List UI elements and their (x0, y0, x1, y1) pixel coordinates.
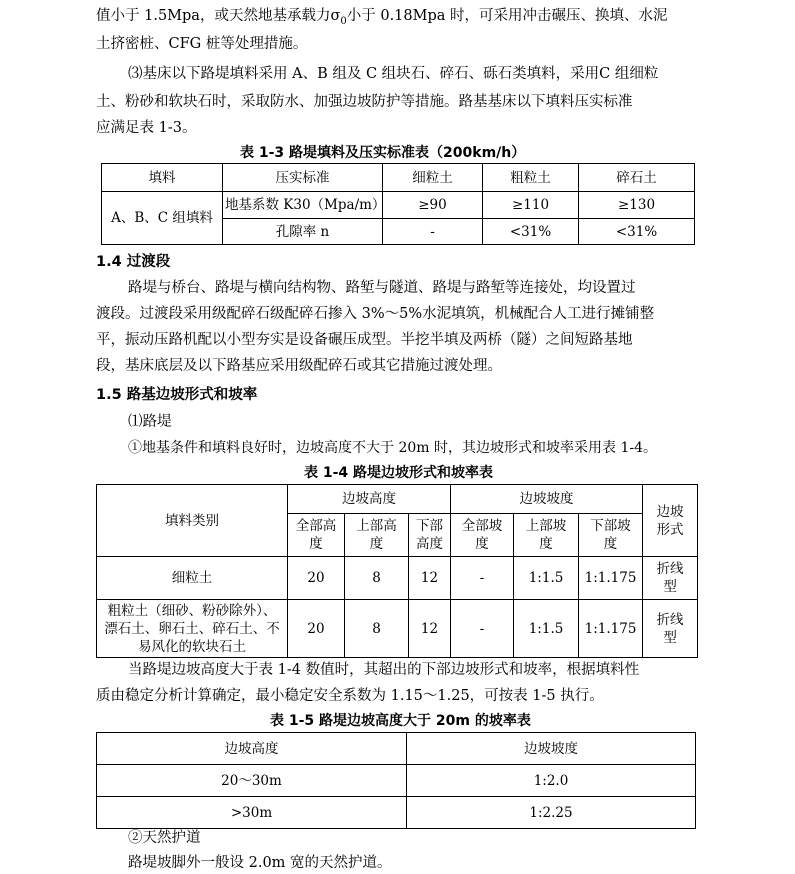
table-cell: 12 (409, 557, 451, 600)
paragraph-line: ⑴路堤 (128, 414, 172, 430)
table-cell: 1:2.0 (407, 765, 696, 797)
cell-line: 高度 (416, 536, 444, 552)
cell-line: 全部高 (295, 518, 337, 534)
subheader-cell (409, 514, 451, 557)
table-header-row (97, 733, 696, 765)
table-cell: 20 (288, 600, 345, 658)
cell-line: 度 (603, 536, 618, 552)
table-cell: <31% (579, 219, 695, 245)
table-cell: 1:1.5 (514, 557, 579, 600)
paragraph-line: ②天然护道 (128, 830, 201, 846)
paragraph-line: 路堤坡脚外一般设 2.0m 宽的天然护道。 (128, 855, 392, 871)
table-cell: 地基系数 K30（Mpa/m） (223, 192, 383, 219)
cell-line: 折线 (656, 561, 684, 577)
subheader-cell (451, 514, 514, 557)
header-cell: 碎石土 (579, 164, 695, 192)
table-row (102, 192, 695, 219)
paragraph-line: 土挤密桩、CFG 桩等处理措施。 (96, 36, 308, 52)
table-cell: ≥130 (579, 192, 695, 219)
slope-ratio-table (96, 732, 696, 829)
table-cell (643, 600, 698, 658)
table-header-row (102, 164, 695, 192)
header-cell: 填料类别 (97, 485, 288, 557)
table-cell: 8 (345, 557, 409, 600)
cell-line: 易风化的软块石土 (138, 638, 246, 655)
paragraph-line: ①地基条件和填料良好时，边坡高度不大于 20m 时，其边坡形式和坡率采用表 1-4。 (128, 440, 657, 456)
subheader-cell (579, 514, 643, 557)
paragraph-line: 渡段。过渡段采用级配碎石级配碎石掺入 3%～5%水泥填筑，机械配合人工进行摊铺整 (96, 306, 655, 322)
header-cell: 边坡坡度 (451, 485, 643, 514)
table-cell: ≥110 (483, 192, 579, 219)
table-caption: 表 1-5 路堤边坡高度大于 20m 的坡率表 (270, 713, 531, 729)
cell-line: 度 (309, 536, 323, 552)
cell-line: 型 (663, 579, 677, 595)
header-cell (643, 485, 698, 557)
table-cell: ≥90 (383, 192, 483, 219)
table-cell: 1:2.25 (407, 797, 696, 829)
table-cell: 1:1.175 (579, 600, 643, 658)
cell-line: 边坡 (656, 503, 684, 520)
cell-line: 全部坡 (461, 518, 503, 534)
table-cell: 1:1.175 (579, 557, 643, 600)
header-cell: 填料 (102, 164, 223, 192)
table-cell: 8 (345, 600, 409, 658)
table-row (97, 765, 696, 797)
cell-line: 型 (663, 629, 677, 646)
paragraph-line: 当路堤边坡高度大于表 1-4 数值时，其超出的下部边坡形式和坡率，根据填料性 (128, 662, 640, 678)
paragraph-line: 段，基床底层及以下路基应采用级配碎石或其它措施过渡处理。 (96, 358, 502, 374)
table-cell: 孔隙率 n (223, 219, 383, 245)
header-cell: 压实标准 (223, 164, 383, 192)
header-cell: 边坡坡度 (407, 733, 696, 765)
header-cell: 细粒土 (383, 164, 483, 192)
section-heading: 1.4 过渡段 (96, 254, 171, 270)
section-heading: 1.5 路基边坡形式和坡率 (96, 387, 258, 403)
slope-form-table (96, 484, 698, 658)
cell-line: 上部高 (356, 518, 397, 534)
cell-line: 度 (369, 536, 384, 552)
cell-line: 下部 (416, 518, 444, 534)
compaction-standard-table (101, 163, 695, 245)
table-cell: - (451, 557, 514, 600)
table-cell: 12 (409, 600, 451, 658)
table-row (97, 557, 698, 600)
table-cell: 细粒土 (97, 557, 288, 600)
table-cell: 20 (288, 557, 345, 600)
table-cell: <31% (483, 219, 579, 245)
table-cell (97, 600, 288, 658)
table-cell: 20～30m (97, 765, 407, 797)
paragraph-line: 路堤与桥台、路堤与横向结构物、路堑与隧道、路堤与路堑等连接处，均设置过 (128, 280, 636, 296)
subheader-cell (514, 514, 579, 557)
cell-line: 上部坡 (525, 518, 567, 534)
paragraph-line: 应满足表 1-3。 (96, 120, 197, 136)
header-cell: 边坡高度 (97, 733, 407, 765)
cell-line: 漂石土、卵石土、碎石土、不 (104, 620, 280, 637)
group-cell: A、B、C 组填料 (102, 192, 223, 245)
paragraph-line: 质由稳定分析计算确定，最小稳定安全系数为 1.15～1.25，可按表 1-5 执行。 (96, 688, 604, 704)
table-cell: 1:1.5 (514, 600, 579, 658)
table-header-row (97, 485, 698, 514)
cell-line: 形式 (656, 521, 684, 538)
cell-line: 粗粒土（细砂、粉砂除外）、 (107, 602, 277, 619)
table-caption: 表 1-3 路堤填料及压实标准表（200km/h） (240, 145, 526, 161)
table-cell: >30m (97, 797, 407, 829)
cell-line: 下部坡 (590, 518, 631, 534)
paragraph-line: 土、粉砂和软块石时，采取防水、加强边坡防护等措施。路基基床以下填料压实标准 (96, 94, 633, 110)
table-row (97, 600, 698, 658)
paragraph-line (96, 6, 668, 32)
table-row (97, 797, 696, 829)
sigma-symbol: σ (330, 8, 341, 24)
header-cell: 粗粒土 (483, 164, 579, 192)
table-cell (643, 557, 698, 600)
subscript: 0 (340, 15, 347, 27)
text-run: 值小于 1.5Mpa，或天然地基承载力 (96, 8, 331, 24)
text-run: 小于 0.18Mpa 时，可采用冲击碾压、换填、水泥 (346, 8, 668, 24)
cell-line: 度 (539, 536, 553, 552)
header-cell: 边坡高度 (288, 485, 451, 514)
subheader-cell (288, 514, 345, 557)
table-cell: - (383, 219, 483, 245)
table-cell: - (451, 600, 514, 658)
cell-line: 度 (475, 536, 489, 552)
paragraph-line: ⑶基床以下路堤填料采用 A、B 组及 C 组块石、碎石、砾石类填料，采用C 组细粒 (128, 66, 659, 82)
paragraph-line: 平，振动压路机配以小型夯实是设备碾压成型。半挖半填及两桥（隧）之间短路基地 (96, 332, 633, 348)
subheader-cell (345, 514, 409, 557)
table-caption: 表 1-4 路堤边坡形式和坡率表 (304, 465, 494, 481)
cell-line: 折线 (656, 611, 684, 628)
